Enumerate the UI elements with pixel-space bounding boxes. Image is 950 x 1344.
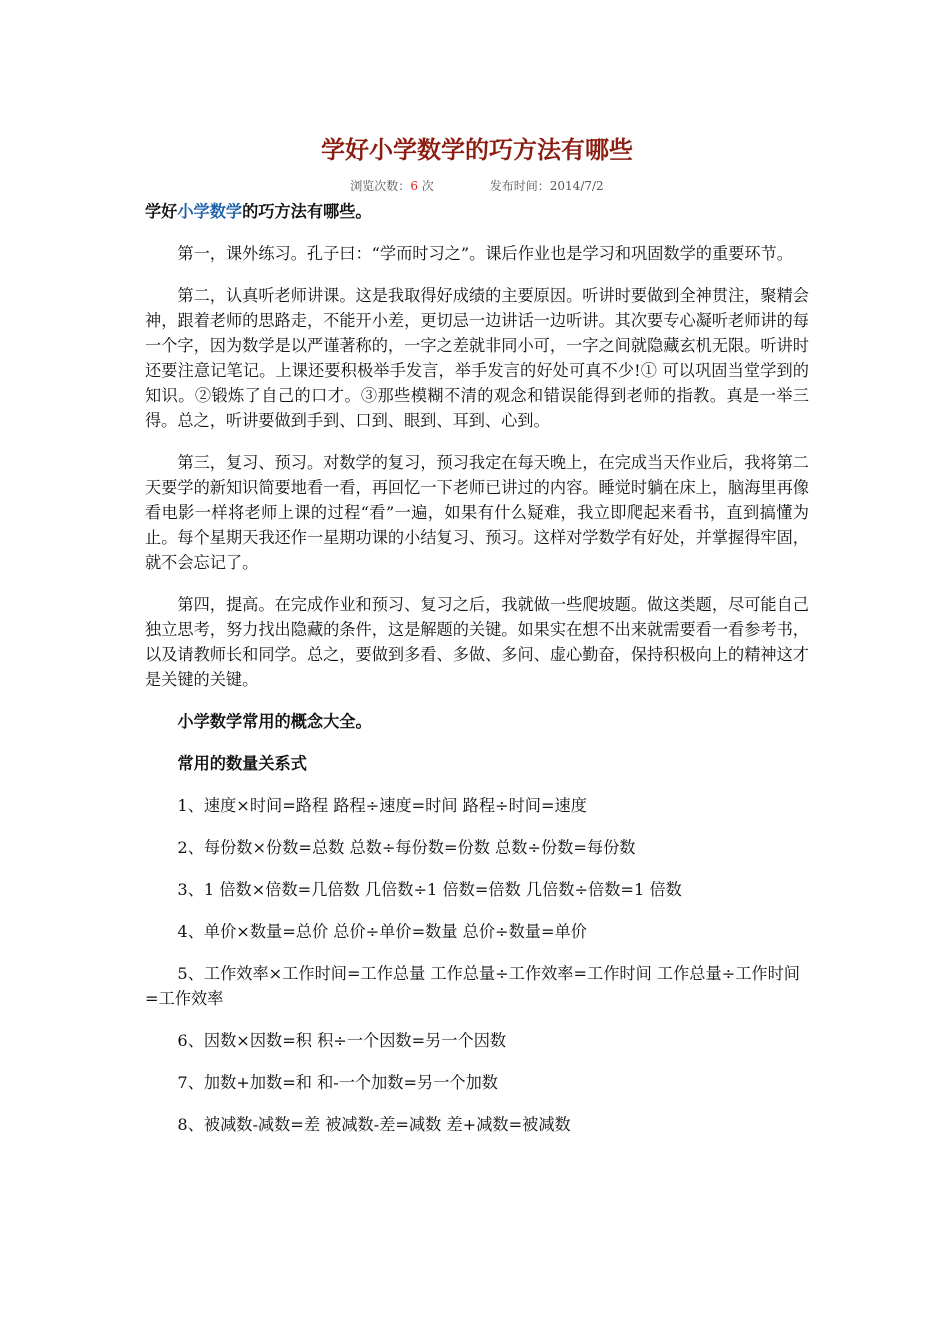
views-unit: 次 xyxy=(417,179,434,193)
subsection-title: 常用的数量关系式 xyxy=(177,754,307,773)
formula-5: 5、工作效率×工作时间=工作总量 工作总量÷工作效率=工作时间 工作总量÷工作时间=工作效率 xyxy=(145,964,800,1008)
article-meta xyxy=(145,177,809,195)
article-content xyxy=(145,199,809,1154)
formula-4: 4、单价×数量=总价 总价÷单价=数量 总价÷数量=单价 xyxy=(177,922,587,941)
heading-prefix: 学好 xyxy=(145,202,178,221)
section-title: 小学数学常用的概念大全。 xyxy=(177,712,372,731)
paragraph-4: 第四，提高。在完成作业和预习、复习之后，我就做一些爬坡题。做这类题，尽可能自己独立思考，努力找出隐藏的条件，这是解题的关键。如果实在想不出来就需要看一看参考书，以及请教师长和同学。总之，要做到多看、多做、多问、虚心勤奋，保持积极向上的精神这才是关键的关键。 xyxy=(145,595,809,689)
formula-2: 2、每份数×份数=总数 总数÷每份数=份数 总数÷份数=每份数 xyxy=(177,838,636,857)
article-title: 学好小学数学的巧方法有哪些 xyxy=(321,136,633,164)
formula-3: 3、1 倍数×倍数=几倍数 几倍数÷1 倍数=倍数 几倍数÷倍数=1 倍数 xyxy=(177,880,682,899)
article-heading xyxy=(145,199,809,224)
formula-7: 7、加数+加数=和 和-一个加数=另一个加数 xyxy=(177,1073,498,1092)
heading-suffix: 的巧方法有哪些。 xyxy=(242,202,372,221)
formula-1: 1、速度×时间=路程 路程÷速度=时间 路程÷时间=速度 xyxy=(177,796,587,815)
paragraph-3: 第三，复习、预习。对数学的复习，预习我定在每天晚上，在完成当天作业后，我将第二天要学的新知识简要地看一看，再回忆一下老师已讲过的内容。睡觉时躺在床上，脑海里再像看电影一样将老师上课的过程“看”一遍，如果有什么疑难，我立即爬起来看书，直到搞懂为止。每个星期天我还作一星期功课的小结复习、预习。这样对学数学有好处，并掌握得牢固，就不会忘记了。 xyxy=(145,453,809,572)
views-label: 浏览次数： xyxy=(350,179,411,193)
paragraph-2: 第二，认真听老师讲课。这是我取得好成绩的主要原因。听讲时要做到全神贯注，聚精会神，跟着老师的思路走，不能开小差，更切忌一边讲话一边听讲。其次要专心凝听老师讲的每一个字，因为数学是以严谨著称的，一字之差就非同小可，一字之间就隐藏玄机无限。听讲时还要注意记笔记。上课还要积极举手发言，举手发言的好处可真不少!① 可以巩固当堂学到的知识。②锻炼了自己的口才。③那些模糊不清的观念和错误能得到老师的指教。真是一举三得。总之，听讲要做到手到、口到、眼到、耳到、心到。 xyxy=(145,286,809,430)
publish-date: 发布时间：2014/7/2 xyxy=(489,179,604,193)
formula-8: 8、被减数-减数=差 被减数-差=减数 差+减数=被减数 xyxy=(177,1115,571,1134)
heading-link-primary-math[interactable]: 小学数学 xyxy=(177,202,243,221)
views-count: 6 xyxy=(410,179,418,193)
paragraph-1: 第一，课外练习。孔子曰：“学而时习之”。课后作业也是学习和巩固数学的重要环节。 xyxy=(177,244,793,263)
formula-6: 6、因数×因数=积 积÷一个因数=另一个因数 xyxy=(177,1031,507,1050)
